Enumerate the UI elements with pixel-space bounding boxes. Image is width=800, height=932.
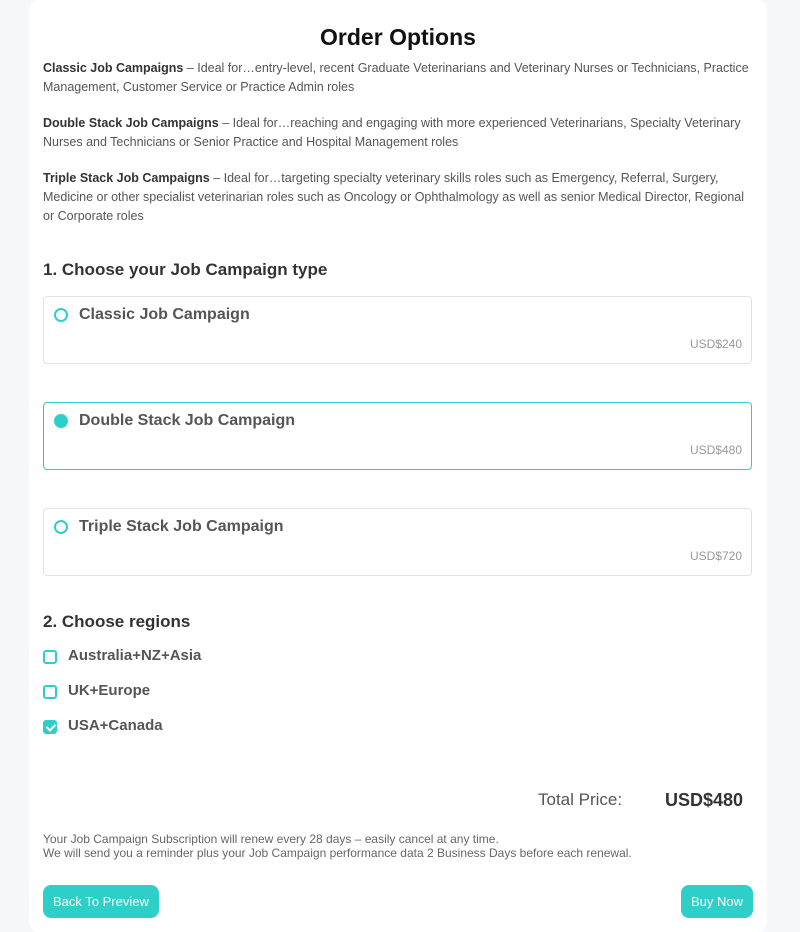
back-to-preview-button[interactable]: Back To Preview xyxy=(43,885,159,918)
campaign-option-price: USD$480 xyxy=(689,443,742,457)
checkbox[interactable] xyxy=(43,650,57,664)
campaign-option-label: Classic Job Campaign xyxy=(79,306,250,323)
description-name: Triple Stack Job Campaigns xyxy=(43,171,210,185)
radio-button[interactable] xyxy=(54,308,68,322)
buy-now-button[interactable]: Buy Now xyxy=(681,885,753,918)
renewal-note xyxy=(43,832,632,860)
region-label: USA+Canada xyxy=(68,717,163,734)
description-text: – Ideal for…reaching and engaging with more experienced Veterinarians, Specialty Veterinary Nurses and Technicians or Senior Practice and Hospital Management roles xyxy=(43,116,741,149)
renewal-note-line: We will send you a reminder plus your Job Campaign performance data 2 Business Days before each renewal. xyxy=(43,846,632,860)
campaign-option-price: USD$240 xyxy=(689,337,742,351)
section-campaign-type-heading: 1. Choose your Job Campaign type xyxy=(43,260,328,279)
section-regions-heading: 2. Choose regions xyxy=(43,612,191,631)
total-price-value: USD$480 xyxy=(665,790,744,810)
description-text: – Ideal for…entry-level, recent Graduate Veterinarians and Veterinary Nurses or Technicians, Practice Management, Customer Service or Practice Admin roles xyxy=(43,61,749,94)
campaign-option-double-stack[interactable] xyxy=(43,402,752,470)
page-title: Order Options xyxy=(320,24,476,50)
radio-button[interactable] xyxy=(54,414,68,428)
campaign-option-triple-stack[interactable] xyxy=(43,508,752,576)
description-name: Classic Job Campaigns xyxy=(43,61,184,75)
description-name: Double Stack Job Campaigns xyxy=(43,116,219,130)
triple-stack-description xyxy=(43,169,758,226)
campaign-option-classic[interactable] xyxy=(43,296,752,364)
campaign-option-label: Triple Stack Job Campaign xyxy=(79,518,284,535)
checkbox[interactable] xyxy=(43,685,57,699)
classic-description xyxy=(43,59,758,97)
radio-button[interactable] xyxy=(54,520,68,534)
campaign-option-price: USD$720 xyxy=(689,549,742,563)
description-text: – Ideal for…targeting specialty veterinary skills roles such as Emergency, Referral, Surgery, Medicine or other specialist veterinarian roles such as Oncology or Ophthalmology as well as senior Medical Director, Regional or Corporate roles xyxy=(43,171,745,223)
checkbox-checked[interactable] xyxy=(43,720,57,734)
renewal-note-line: Your Job Campaign Subscription will renew every 28 days – easily cancel at any time. xyxy=(43,832,499,846)
region-label: UK+Europe xyxy=(68,682,151,699)
region-label: Australia+NZ+Asia xyxy=(68,647,202,664)
total-price-label: Total Price: xyxy=(538,790,623,809)
double-stack-description xyxy=(43,114,758,152)
campaign-option-label: Double Stack Job Campaign xyxy=(79,412,296,429)
